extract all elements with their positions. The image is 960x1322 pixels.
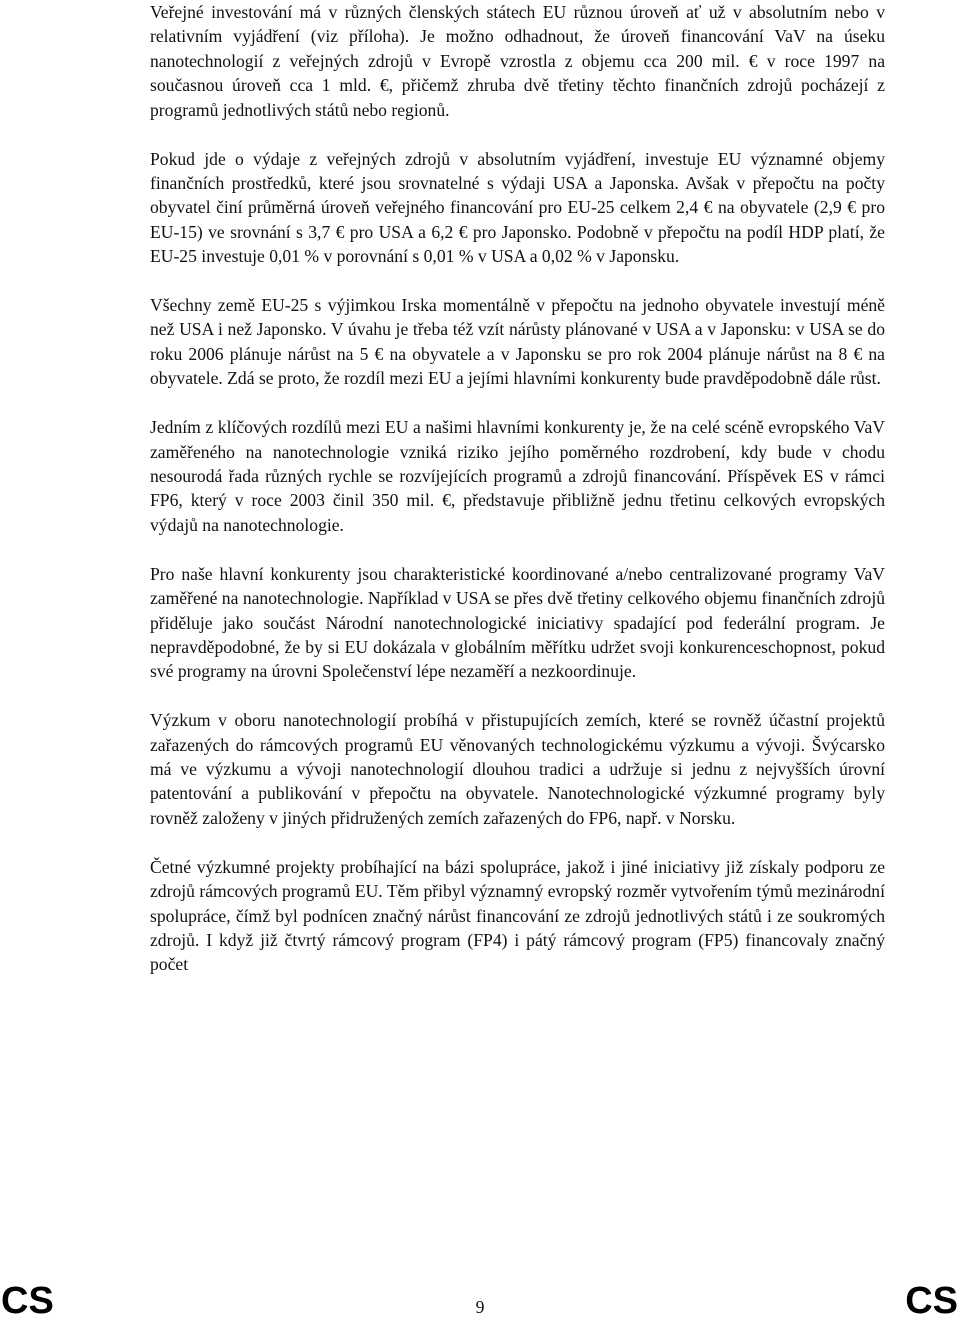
paragraph-fragmentation: Jedním z klíčových rozdílů mezi EU a našimi hlavními konkurenty je, že na celé scéně evropského VaV zaměřeného na nanotechnologie vzniká riziko jejího poměrného rozdrobení, kdy bude v chodu nesourodá řada různých rychle se rozvíjejících programů a zdrojů financování. Příspěvek ES v rámci FP6, který v roce 2003 činil 350 mil. €, představuje přibližně jednu třetinu celkových evropských výdajů na nanotechnologie. — [150, 417, 885, 535]
paragraph-accession-countries: Výzkum v oboru nanotechnologií probíhá v přistupujících zemích, které se rovněž účastní projektů zařazených do rámcových programů EU věnovaných technologickému výzkumu a vývoji. Švýcarsko má ve výzkumu a vývoji nanotechnologií dlouhou tradici a udržuje si jednu z nejvyšších úrovní patentování a publikování v přepočtu na obyvatele. Nanotechnologické výzkumné programy byly rovněž založeny v jiných přidružených zemích zařazených do FP6, např. v Norsku. — [150, 710, 885, 828]
paragraph-research-projects: Četné výzkumné projekty probíhající na bázi spolupráce, jakož i jiné iniciativy již získaly podporu ze zdrojů rámcových programů EU. Těm přibyl významný evropský rozměr vytvořením týmů mezinárodní spolupráce, čímž byl podnícen značný nárůst financování ze zdrojů jednotlivých států i ze soukromých zdrojů. I když již čtvrtý rámcový program (FP4) i pátý rámcový program (FP5) financovaly značný počet — [150, 856, 885, 975]
footer-language-code-right: CS — [905, 1280, 958, 1322]
paragraph-absolute-expenditure: Pokud jde o výdaje z veřejných zdrojů v absolutním vyjádření, investuje EU významné objemy finančních prostředků, které jsou srovnatelné s výdaji USA a Japonska. Avšak v přepočtu na počty obyvatel činí průměrná úroveň veřejného financování pro EU-25 celkem 2,4 € na obyvatele (2,9 € pro EU-15) ve srovnání s 3,7 € pro USA a 6,2 € pro Japonsko. Podobně v přepočtu na podíl HDP platí, že EU-25 investuje 0,01 % v porovnání s 0,01 % v USA a 0,02 % v Japonsku. — [150, 148, 885, 267]
paragraph-eu25-comparison: Všechny země EU-25 s výjimkou Irska momentálně v přepočtu na jednoho obyvatele investují méně než USA i než Japonsko. V úvahu je třeba též vzít nárůsty plánované v USA a v Japonsku: v USA se do roku 2006 plánuje nárůst na 5 € na obyvatele a v Japonsku se pro rok 2004 plánuje nárůst na 8 € na obyvatele. Zdá se proto, že rozdíl mezi EU a jejími hlavními konkurenty bude pravděpodobně dále růst. — [150, 295, 885, 389]
footer-language-code-left: CS — [1, 1280, 54, 1322]
paragraph-public-investment: Veřejné investování má v různých členských státech EU různou úroveň ať už v absolutním nebo v relativním vyjádření (viz příloha). Je možno odhadnout, že úroveň financování VaV na úseku nanotechnologií z veřejných zdrojů v Evropě vzrostla z objemu cca 200 mil. € v roce 1997 na současnou úroveň cca 1 mld. €, přičemž zhruba dvě třetiny těchto finančních zdrojů pocházejí z programů jednotlivých států nebo regionů. — [150, 2, 885, 120]
body-text — [150, 0, 885, 1001]
page-number: 9 — [475, 1297, 485, 1317]
paragraph-competitors-programmes: Pro naše hlavní konkurenty jsou charakteristické koordinované a/nebo centralizované programy VaV zaměřené na nanotechnologie. Například v USA se přes dvě třetiny celkového objemu finančních zdrojů přiděluje jako součást Národní nanotechnologické iniciativy spadající pod federální program. Je nepravděpodobné, že by si EU dokázala v globálním měřítku udržet svoji konkurenceschopnost, pokud své programy na úrovni Společenství lépe nezaměří a nezkoordinuje. — [150, 563, 885, 682]
